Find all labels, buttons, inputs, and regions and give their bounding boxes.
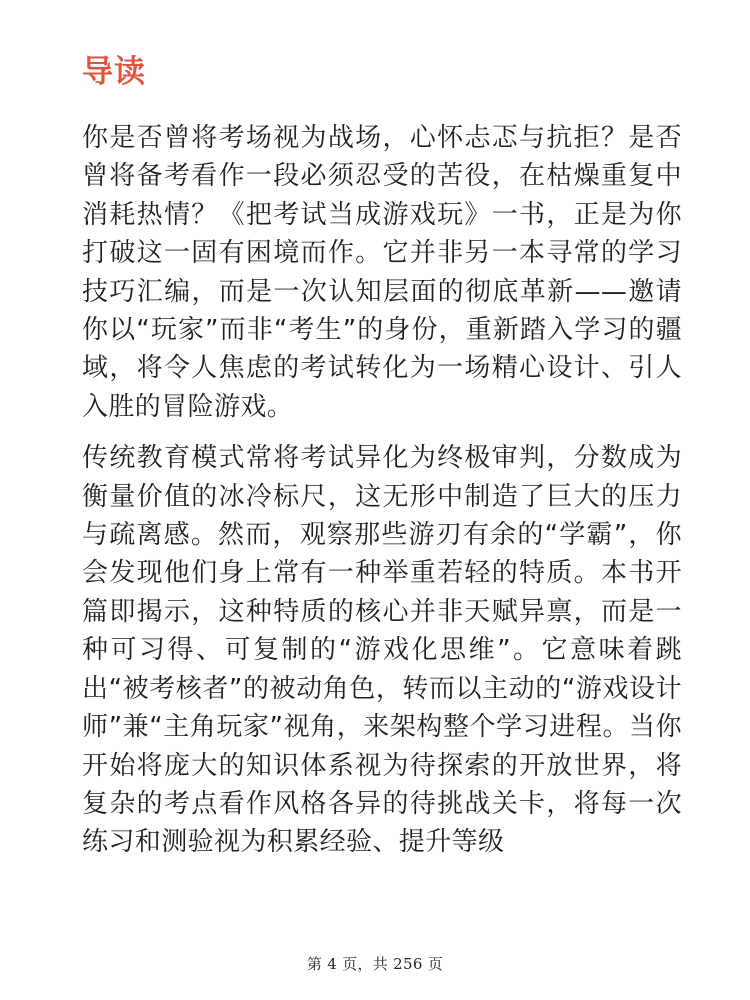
- section-title: 导读: [82, 54, 146, 90]
- paragraph-1: 你是否曾将考场视为战场，心怀忐忑与抗拒？是否曾将备考看作一段必须忍受的苦役，在枯燥重复中消耗热情？《把考试当成游戏玩》一书，正是为你打破这一固有困境而作。它并非另一本寻常的学习技巧汇编，而是一次认知层面的彻底革新——邀请你以“玩家”而非“考生”的身份，重新踏入学习的疆域，将令人焦虑的考试转化为一场精心设计、引人入胜的冒险游戏。: [82, 123, 682, 422]
- page-number-footer: 第 4 页，共 256 页: [306, 955, 444, 973]
- paragraph-2: 传统教育模式常将考试异化为终极审判，分数成为衡量价值的冰冷标尺，这无形中制造了巨大的压力与疏离感。然而，观察那些游刃有余的“学霸”，你会发现他们身上常有一种举重若轻的特质。本书开篇即揭示，这种特质的核心并非天赋异禀，而是一种可习得、可复制的“游戏化思维”。它意味着跳出“被考核者”的被动角色，转而以主动的“游戏设计师”兼“主角玩家”视角，来架构整个学习进程。当你开始将庞大的知识体系视为待探索的开放世界，将复杂的考点看作风格各异的待挑战关卡，将每一次练习和测验视为积累经验、提升等级: [82, 443, 682, 858]
- body-text: [82, 119, 682, 862]
